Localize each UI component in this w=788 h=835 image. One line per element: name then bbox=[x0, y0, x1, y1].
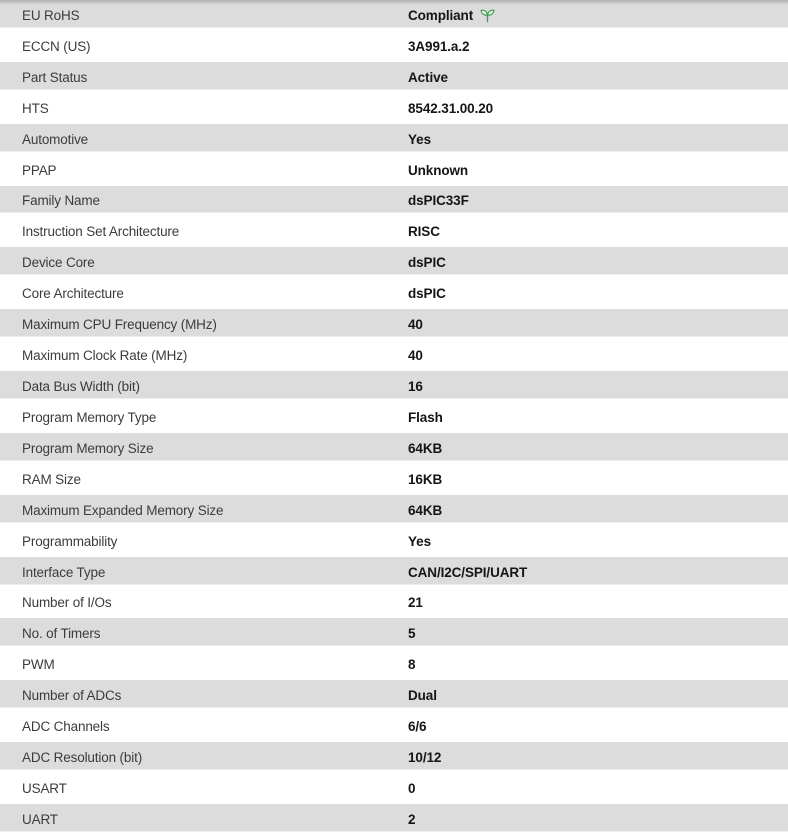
attribute-label: Programmability bbox=[22, 533, 118, 549]
attribute-value-cell bbox=[408, 781, 788, 796]
spec-row bbox=[0, 649, 788, 680]
spec-row bbox=[0, 618, 788, 649]
attribute-label: Program Memory Type bbox=[22, 409, 157, 425]
attribute-label: Device Core bbox=[22, 255, 95, 271]
spec-row bbox=[0, 186, 788, 217]
attribute-value-cell bbox=[408, 410, 788, 425]
attribute-label: HTS bbox=[22, 100, 49, 116]
spec-row bbox=[0, 0, 788, 31]
spec-row bbox=[0, 495, 788, 526]
attribute-value-cell bbox=[408, 70, 788, 85]
attribute-label: Interface Type bbox=[22, 564, 106, 580]
attribute-value: 64KB bbox=[408, 440, 443, 456]
attribute-value-cell bbox=[408, 503, 788, 518]
attribute-value: 40 bbox=[408, 317, 423, 333]
attribute-label: Part Status bbox=[22, 69, 88, 85]
attribute-value: Active bbox=[408, 69, 448, 85]
attribute-label: Automotive bbox=[22, 131, 89, 147]
attribute-value: 10/12 bbox=[408, 750, 442, 766]
attribute-label: Data Bus Width (bit) bbox=[22, 379, 140, 395]
spec-row bbox=[0, 371, 788, 402]
attribute-value-cell bbox=[408, 317, 788, 332]
attribute-value-cell bbox=[408, 224, 788, 239]
attribute-value-cell bbox=[408, 286, 788, 301]
attribute-value-cell bbox=[408, 39, 788, 54]
attribute-label: Number of ADCs bbox=[22, 688, 122, 704]
attribute-label: EU RoHS bbox=[22, 7, 80, 23]
spec-row bbox=[0, 711, 788, 742]
attribute-value-cell bbox=[408, 595, 788, 610]
attribute-value-cell bbox=[408, 441, 788, 456]
spec-row bbox=[0, 155, 788, 186]
spec-row bbox=[0, 680, 788, 711]
attribute-label: Number of I/Os bbox=[22, 595, 112, 611]
attribute-value-cell bbox=[408, 379, 788, 394]
spec-row bbox=[0, 557, 788, 588]
attribute-value: Yes bbox=[408, 533, 431, 549]
attribute-value: 40 bbox=[408, 348, 423, 364]
attribute-value: 21 bbox=[408, 595, 423, 611]
attribute-label: Program Memory Size bbox=[22, 440, 154, 456]
attribute-value: 8542.31.00.20 bbox=[408, 100, 494, 116]
eco-leaf-icon bbox=[480, 8, 495, 23]
attribute-label: ADC Resolution (bit) bbox=[22, 750, 143, 766]
attribute-value-cell bbox=[408, 193, 788, 208]
attribute-label: No. of Timers bbox=[22, 626, 101, 642]
attribute-label: UART bbox=[22, 811, 58, 827]
attribute-label: Core Architecture bbox=[22, 286, 124, 302]
attribute-label: Maximum CPU Frequency (MHz) bbox=[22, 317, 217, 333]
attribute-value-cell bbox=[408, 750, 788, 765]
attribute-value: 2 bbox=[408, 811, 416, 827]
spec-row bbox=[0, 340, 788, 371]
attribute-value-cell bbox=[408, 132, 788, 147]
spec-row bbox=[0, 31, 788, 62]
spec-row bbox=[0, 804, 788, 835]
spec-row bbox=[0, 402, 788, 433]
attribute-value-cell bbox=[408, 626, 788, 641]
attribute-value: CAN/I2C/SPI/UART bbox=[408, 564, 528, 580]
attribute-label: Maximum Clock Rate (MHz) bbox=[22, 348, 188, 364]
attribute-value-cell bbox=[408, 565, 788, 580]
attribute-value: RISC bbox=[408, 224, 440, 240]
attribute-value: 3A991.a.2 bbox=[408, 38, 470, 54]
attribute-value: 16KB bbox=[408, 471, 443, 487]
attribute-label: Family Name bbox=[22, 193, 100, 209]
attribute-value: dsPIC bbox=[408, 255, 446, 271]
attribute-value-cell bbox=[408, 163, 788, 178]
attribute-value: dsPIC33F bbox=[408, 193, 469, 209]
attribute-value-cell bbox=[408, 812, 788, 827]
spec-row bbox=[0, 247, 788, 278]
spec-row bbox=[0, 433, 788, 464]
spec-row bbox=[0, 93, 788, 124]
attribute-value-cell bbox=[408, 719, 788, 734]
attribute-label: PPAP bbox=[22, 162, 57, 178]
attribute-value: 16 bbox=[408, 379, 423, 395]
spec-row bbox=[0, 773, 788, 804]
attribute-value: Unknown bbox=[408, 162, 469, 178]
attribute-value-cell bbox=[408, 348, 788, 363]
spec-row bbox=[0, 278, 788, 309]
attribute-value: dsPIC bbox=[408, 286, 446, 302]
attribute-value-cell bbox=[408, 688, 788, 703]
attribute-label: Maximum Expanded Memory Size bbox=[22, 502, 224, 518]
attribute-value-cell bbox=[408, 657, 788, 672]
attribute-value: Dual bbox=[408, 688, 437, 704]
attribute-value-cell bbox=[408, 255, 788, 270]
spec-row bbox=[0, 742, 788, 773]
attribute-label: USART bbox=[22, 781, 67, 796]
attribute-label: Instruction Set Architecture bbox=[22, 224, 180, 240]
spec-row bbox=[0, 309, 788, 340]
attribute-label: ADC Channels bbox=[22, 719, 110, 735]
attribute-value-cell bbox=[408, 534, 788, 549]
attribute-value: 64KB bbox=[408, 502, 443, 518]
attribute-value: Flash bbox=[408, 409, 443, 425]
spec-row bbox=[0, 464, 788, 495]
attribute-value-cell bbox=[408, 7, 788, 23]
attribute-value-cell bbox=[408, 472, 788, 487]
attribute-label: PWM bbox=[22, 657, 55, 673]
spec-row bbox=[0, 124, 788, 155]
spec-row bbox=[0, 588, 788, 619]
attribute-value: 0 bbox=[408, 781, 416, 796]
attribute-label: ECCN (US) bbox=[22, 38, 91, 54]
attribute-value: 5 bbox=[408, 626, 416, 642]
attribute-value: 8 bbox=[408, 657, 416, 673]
attribute-value: Compliant bbox=[408, 7, 474, 23]
spec-row bbox=[0, 62, 788, 93]
attribute-value: Yes bbox=[408, 131, 431, 147]
attribute-value: 6/6 bbox=[408, 719, 427, 735]
attribute-value-cell bbox=[408, 101, 788, 116]
spec-row bbox=[0, 216, 788, 247]
spec-row bbox=[0, 526, 788, 557]
attribute-label: RAM Size bbox=[22, 471, 81, 487]
